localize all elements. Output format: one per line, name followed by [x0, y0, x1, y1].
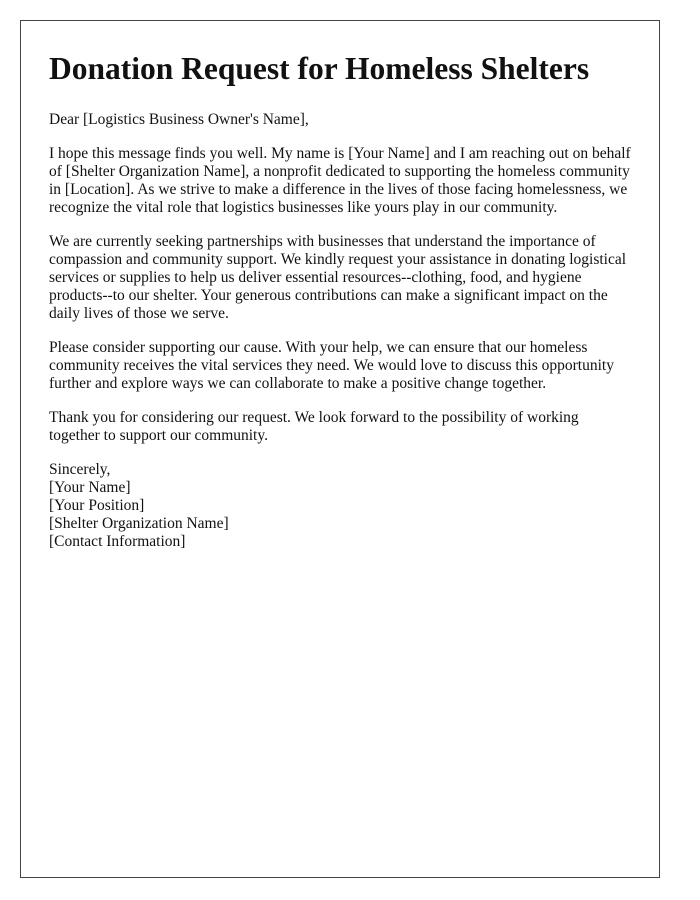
body-paragraph-2: We are currently seeking partnerships with businesses that understand the importance of compassion and community support. We kindly request your assistance in donating logistical services or supplies to help us deliver essential resources--clothing, food, and hygiene products--to our shelter. Your generous contributions can make a significant impact on the daily lives of those we serve.	[49, 233, 627, 322]
body-paragraph-1: I hope this message finds you well. My name is [Your Name] and I am reaching out on behalf of [Shelter Organization Name], a nonprofit dedicated to supporting the homeless community in [Location]. As we strive to make a difference in the lives of those facing homelessness, we recognize the vital role that logistics businesses like yours play in our community.	[49, 145, 631, 216]
signer-contact: [Contact Information]	[49, 533, 186, 550]
signer-organization: [Shelter Organization Name]	[49, 515, 229, 532]
body-paragraph-3: Please consider supporting our cause. With your help, we can ensure that our homeless community receives the vital services they need. We would love to discuss this opportunity further and explore ways we can collaborate to make a positive change together.	[49, 339, 614, 392]
signer-position: [Your Position]	[49, 497, 145, 514]
letter-title: Donation Request for Homeless Shelters	[49, 51, 590, 86]
valediction: Sincerely,	[49, 461, 111, 478]
letter-page	[20, 20, 660, 878]
salutation: Dear [Logistics Business Owner's Name],	[49, 111, 309, 128]
signature-block	[49, 461, 631, 551]
signer-name: [Your Name]	[49, 479, 131, 496]
body-paragraph-4: Thank you for considering our request. We look forward to the possibility of working together to support our community.	[49, 409, 579, 444]
